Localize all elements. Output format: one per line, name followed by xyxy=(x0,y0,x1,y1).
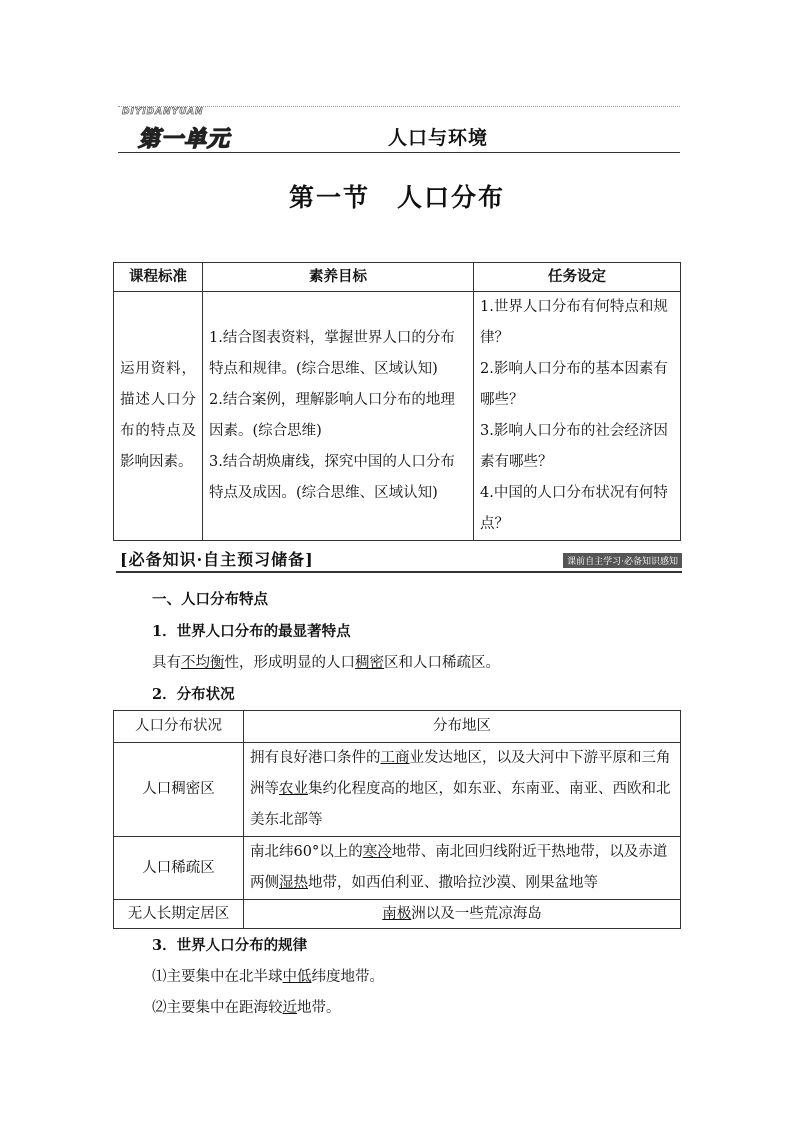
unit-title: 人口与环境 xyxy=(388,127,489,149)
header-rule xyxy=(118,152,680,153)
goal-item: 1.结合图表资料，掌握世界人口的分布特点和规律。(综合思维、区域认知) xyxy=(209,330,455,377)
unit-header xyxy=(118,104,680,154)
answer-text: 不均衡 xyxy=(181,655,225,671)
subheading-2: 2．分布状况 xyxy=(152,686,235,703)
dense-label: 人口稠密区 xyxy=(114,743,244,837)
subheading-1: 1．世界人口分布的最显著特点 xyxy=(152,623,351,640)
rule-1 xyxy=(152,965,384,986)
task-item: 2.影响人口分布的基本因素有哪些？ xyxy=(480,361,668,408)
sparse-label: 人口稀疏区 xyxy=(114,837,244,900)
answer-text: 近 xyxy=(282,1000,297,1016)
banner-tag: 课前自主学习·必备知识感知 xyxy=(563,553,682,568)
tasks-cell xyxy=(474,292,681,541)
task-item: 4.中国的人口分布状况有何特点？ xyxy=(480,485,668,532)
dist-header-status: 人口分布状况 xyxy=(114,711,244,743)
unit-pinyin: DIYIDANYUAN xyxy=(122,107,204,117)
answer-text: 湿热 xyxy=(279,875,308,891)
text: 洲以及一些荒凉海岛 xyxy=(411,906,542,922)
text: ⑵主要集中在距海较 xyxy=(152,1000,283,1016)
goal-item: 2.结合案例，理解影响人口分布的地理因素。(综合思维) xyxy=(209,392,455,439)
paragraph-1 xyxy=(152,651,500,672)
rule-2 xyxy=(152,996,341,1017)
heading-population-features: 一、人口分布特点 xyxy=(152,591,268,608)
dist-header-region: 分布地区 xyxy=(244,711,681,743)
header-course-standard: 课程标准 xyxy=(114,263,203,292)
goal-item: 3.结合胡焕庸线，探究中国的人口分布特点及成因。(综合思维、区域认知) xyxy=(209,454,455,501)
text: 区和人口稀疏区。 xyxy=(384,655,500,671)
text: 地带、南北回归线附近干热地带，以及赤道两侧 xyxy=(250,844,668,891)
course-standard-cell: 运用资料，描述人口分布的特点及影响因素。 xyxy=(114,292,203,541)
text: 集约化程度高的地区，如东亚、东南亚、南亚、西欧和北美东北部等 xyxy=(250,781,671,828)
text: 性，形成明显的人口 xyxy=(224,655,355,671)
answer-text: 工商 xyxy=(380,750,410,766)
text: 具有 xyxy=(152,655,181,671)
header-tasks: 任务设定 xyxy=(474,263,681,292)
goals-cell xyxy=(203,292,474,541)
text: ⑴主要集中在北半球 xyxy=(152,969,283,985)
task-item: 3.影响人口分布的社会经济因素有哪些？ xyxy=(480,423,668,470)
task-item: 1.世界人口分布有何特点和规律？ xyxy=(480,299,668,346)
answer-text: 中低 xyxy=(282,969,312,985)
distribution-table xyxy=(113,710,681,929)
answer-text: 寒冷 xyxy=(362,844,392,860)
unit-badge: 第一单元 xyxy=(138,127,231,152)
text: 南北纬60°以上的 xyxy=(250,844,363,860)
text: 纬度地带。 xyxy=(311,969,384,985)
header-goals: 素养目标 xyxy=(203,263,474,292)
answer-text: 农业 xyxy=(279,781,308,797)
section-title: 第一节 人口分布 xyxy=(288,183,505,212)
standards-table xyxy=(113,262,681,541)
text: 地带，如西伯利亚、撒哈拉沙漠、刚果盆地等 xyxy=(308,875,598,891)
subheading-3: 3．世界人口分布的规律 xyxy=(152,937,308,954)
banner-rule xyxy=(116,571,682,573)
text: 拥有良好港口条件的 xyxy=(250,750,381,766)
section-banner xyxy=(116,547,682,573)
answer-text: 南极 xyxy=(382,906,412,922)
answer-text: 稠密 xyxy=(355,655,384,671)
text: 业发达地区，以及大河中下游平原和三角洲等 xyxy=(250,750,671,797)
uninhabited-label: 无人长期定居区 xyxy=(114,900,244,929)
dense-regions xyxy=(244,743,681,837)
uninhabited-regions xyxy=(244,900,681,929)
text: 地带。 xyxy=(297,1000,341,1016)
sparse-regions xyxy=(244,837,681,900)
banner-title: [必备知识·自主预习储备] xyxy=(120,550,314,569)
